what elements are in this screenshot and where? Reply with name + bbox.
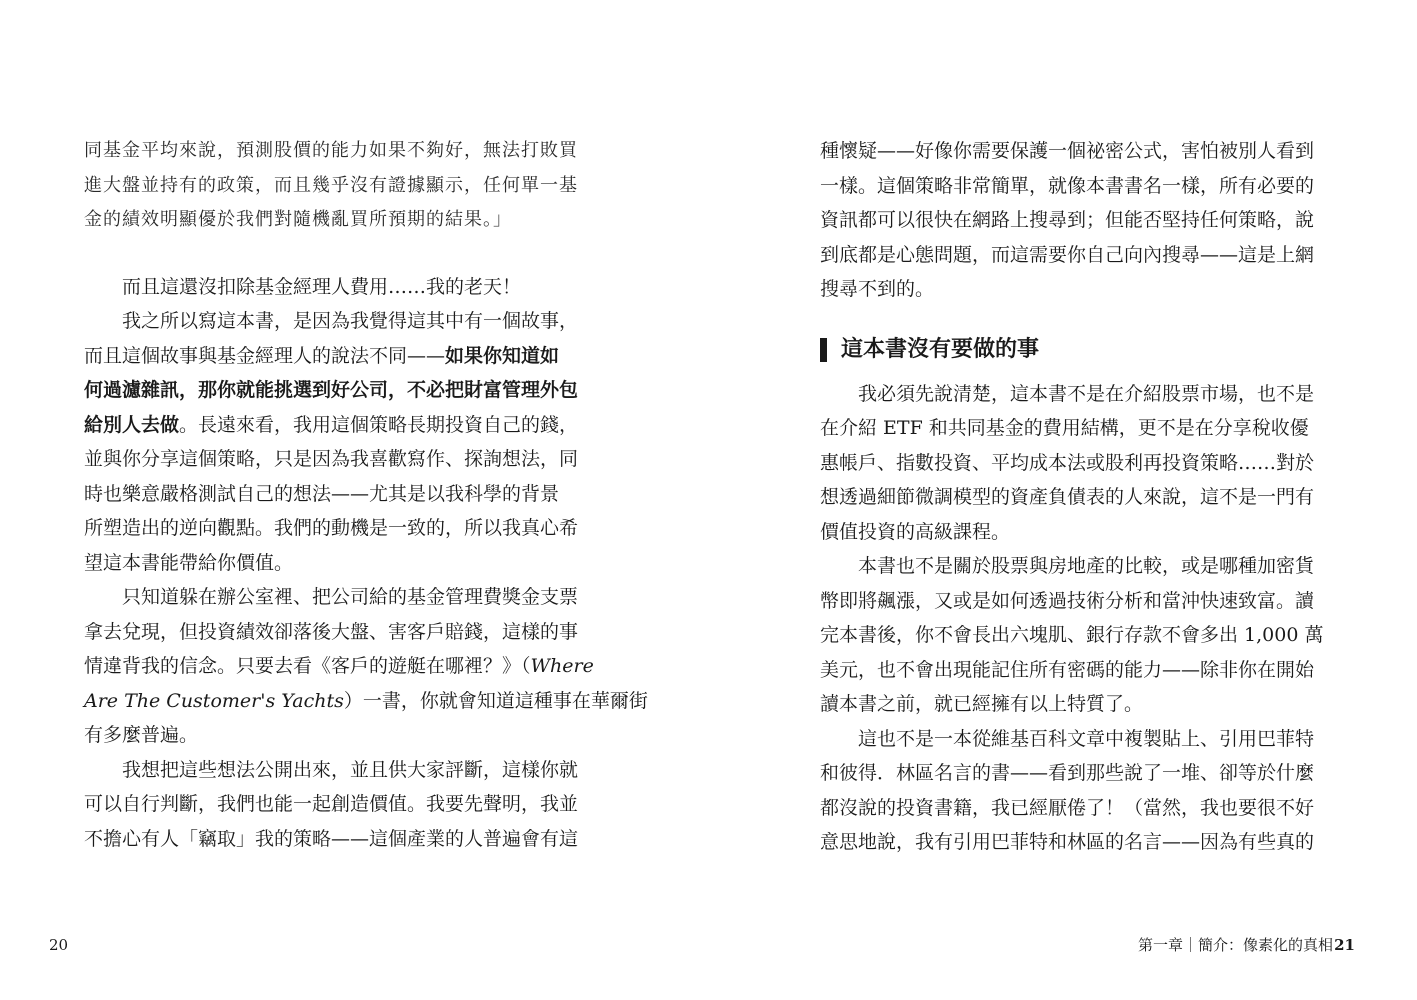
paragraph-line: 和彼得．林區名言的書——看到那些說了一堆、卻等於什麼 [820,762,1315,784]
bold-text: 給別人去做 [84,413,180,436]
quote-line: 進大盤並持有的政策，而且幾乎沒有證據顯示，任何單一基 [84,174,578,196]
paragraph-line: 本書也不是關於股票與房地產的比較，或是哪種加密貨 [858,555,1315,577]
running-head: 第一章｜簡介：像素化的真相 [1137,936,1333,954]
paragraph-line: 望這本書能帶給你價值。 [84,551,294,574]
paragraph-line [84,408,594,443]
section-heading-text: 這本書沒有要做的事 [841,336,1040,362]
paragraph-line: 拿去兌現，但投資績效卻落後大盤、害客戶賠錢，這樣的事 [84,620,579,643]
paragraph-line: 而且這還沒扣除基金經理人費用……我的老天！ [122,275,522,298]
paragraph-line: 惠帳戶、指數投資、平均成本法或股利再投資策略……對於 [820,451,1315,474]
page-number-right: 21 [1334,936,1355,954]
paragraph-line: 幣即將飆漲，又或是如何透過技術分析和當沖快速致富。讀 [820,589,1315,612]
paragraph-line: 可以自行判斷，我們也能一起創造價值。我要先聲明，我並 [84,793,579,815]
paragraph-line: 這也不是一本從維基百科文章中複製貼上、引用巴菲特 [858,727,1315,750]
book-title-italic: Are The Customer's Yachts [84,689,344,712]
paragraph-line: 一樣。這個策略非常簡單，就像本書書名一樣，所有必要的 [820,174,1315,197]
paragraph-line: 不擔心有人「竊取」我的策略——這個產業的人普遍會有這 [84,827,579,850]
paragraph-line: 我之所以寫這本書，是因為我覺得這其中有一個故事， [122,310,579,332]
text-span: ）一書，你就會知道這種事在華爾街 [343,689,648,712]
bold-text: 何過濾雜訊，那你就能挑選到好公司，不必把財富管理外包 [84,379,579,401]
book-title-italic: Where [530,655,594,677]
paragraph-line: 我想把這些想法公開出來，並且供大家評斷，這樣你就 [122,758,579,781]
section-heading [820,331,1330,369]
paragraph-line: 到底都是心態問題，而這需要你自己向內搜尋——這是上網 [820,243,1315,266]
block-quote [84,134,594,238]
left-page [0,0,708,1000]
right-page [708,0,1417,1000]
paragraph-line: 我必須先說清楚，這本書不是在介紹股票市場，也不是 [858,382,1315,405]
page-number-left: 20 [49,936,69,954]
paragraph-line: 美元，也不會出現能記住所有密碼的能力——除非你在開始 [820,658,1315,681]
bold-text: 如果你知道如 [445,344,560,367]
paragraph-line: 所塑造出的逆向觀點。我們的動機是一致的，所以我真心希 [84,517,579,539]
paragraph-line: 有多麼普遍。 [84,724,199,746]
paragraph-line: 種懷疑——好像你需要保護一個祕密公式，害怕被別人看到 [820,140,1315,162]
paragraph-line: 完本書後，你不會長出六塊肌、銀行存款不會多出 1,000 萬 [820,624,1324,646]
paragraph-line [84,649,594,684]
paragraph-line: 在介紹 ETF 和共同基金的費用結構，更不是在分享稅收優 [820,417,1309,439]
paragraph-line: 只知道躲在辦公室裡、把公司給的基金管理費獎金支票 [122,586,579,608]
text-span: 而且這個故事與基金經理人的說法不同—— [84,344,446,367]
left-column [84,134,648,856]
paragraph-line: 價值投資的高級課程。 [820,520,1011,543]
quote-line: 金的績效明顯優於我們對隨機亂買所預期的結果。」 [84,209,512,230]
right-column [820,134,1330,860]
paragraph-line: 資訊都可以很快在網路上搜尋到；但能否堅持任何策略，說 [820,209,1315,231]
text-span: 。長遠來看，我用這個策略長期投資自己的錢， [179,413,579,436]
paragraph-line: 想透過細節微調模型的資產負債表的人來說，這不是一門有 [820,486,1315,508]
paragraph-line: 都沒說的投資書籍，我已經厭倦了！（當然，我也要很不好 [820,796,1315,819]
paragraph-line: 搜尋不到的。 [820,278,935,300]
paragraph-line: 讀本書之前，就已經擁有以上特質了。 [820,693,1144,715]
heading-bar-marker [820,338,827,362]
paragraph-line [84,684,648,719]
paragraph-line [84,339,594,374]
paragraph-line: 並與你分享這個策略，只是因為我喜歡寫作、探詢想法，同 [84,448,579,470]
paragraph-line: 時也樂意嚴格測試自己的想法——尤其是以我科學的背景 [84,482,560,505]
quote-line: 同基金平均來說，預測股價的能力如果不夠好，無法打敗買 [84,140,578,161]
paragraph-line: 意思地說，我有引用巴菲特和林區的名言——因為有些真的 [820,831,1315,853]
text-span: 情違背我的信念。只要去看《客戶的遊艇在哪裡？》（ [84,655,531,677]
